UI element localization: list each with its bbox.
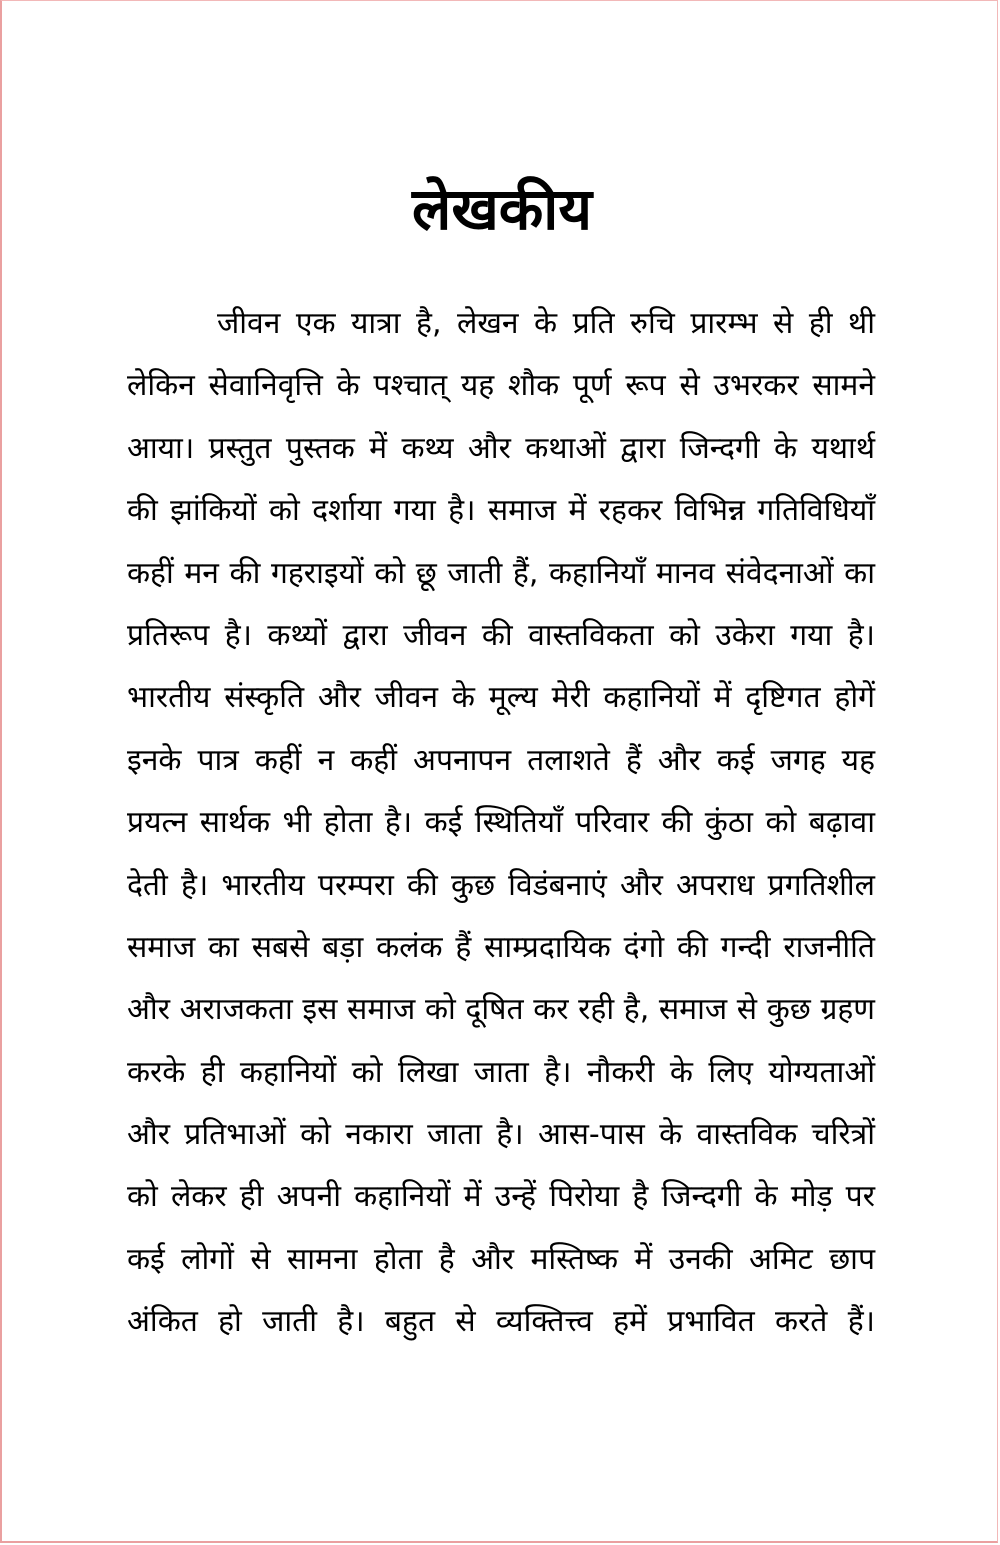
preface-paragraph (127, 293, 875, 1354)
paragraph-line: लेकिन सेवानिवृत्ति के पश्चात् यह शौक पूर्ण रूप से उभरकर सामने (127, 368, 875, 404)
paragraph-line: आया। प्रस्तुत पुस्तक में कथ्य और कथाओं द्वारा जिन्दगी के यथार्थ (127, 430, 875, 466)
paragraph-line: प्रयत्न सार्थक भी होता है। कई स्थितियाँ परिवार की कुंठा को बढ़ावा (127, 805, 875, 841)
page-title: लेखकीय (412, 175, 592, 243)
paragraph-line: कहीं मन की गहराइयों को छू जाती हैं, कहानियाँ मानव संवेदनाओं का (127, 555, 875, 591)
paragraph-line: और अराजकता इस समाज को दूषित कर रही है, समाज से कुछ ग्रहण (127, 992, 875, 1028)
paragraph-line: जीवन एक यात्रा है, लेखन के प्रति रुचि प्रारम्भ से ही थी (217, 306, 875, 341)
paragraph-line: करके ही कहानियों को लिखा जाता है। नौकरी के लिए योग्यताओं (127, 1054, 875, 1090)
paragraph-line: की झांकियों को दर्शाया गया है। समाज में रहकर विभिन्न गतिविधियाँ (127, 493, 875, 529)
paragraph-line: प्रतिरूप है। कथ्यों द्वारा जीवन की वास्तविकता को उकेरा गया है। (127, 617, 875, 653)
paragraph-line: अंकित हो जाती है। बहुत से व्यक्तित्त्व हमें प्रभावित करते हैं। (127, 1304, 875, 1340)
paragraph-line: इनके पात्र कहीं न कहीं अपनापन तलाशते हैं और कई जगह यह (127, 742, 875, 778)
paragraph-line: समाज का सबसे बड़ा कलंक हैं साम्प्रदायिक दंगो की गन्दी राजनीति (127, 929, 875, 965)
paragraph-line: को लेकर ही अपनी कहानियों में उन्हें पिरोया है जिन्दगी के मोड़ पर (127, 1179, 875, 1215)
paragraph-line: भारतीय संस्कृति और जीवन के मूल्य मेरी कहानियों में दृष्टिगत होगें (127, 680, 875, 716)
paragraph-line: कई लोगों से सामना होता है और मस्तिष्क में उनकी अमिट छाप (127, 1241, 875, 1277)
paragraph-line: और प्रतिभाओं को नकारा जाता है। आस-पास के वास्तविक चरित्रों (127, 1117, 875, 1153)
paragraph-line: देती है। भारतीय परम्परा की कुछ विडंबनाएं और अपराध प्रगतिशील (127, 867, 875, 903)
